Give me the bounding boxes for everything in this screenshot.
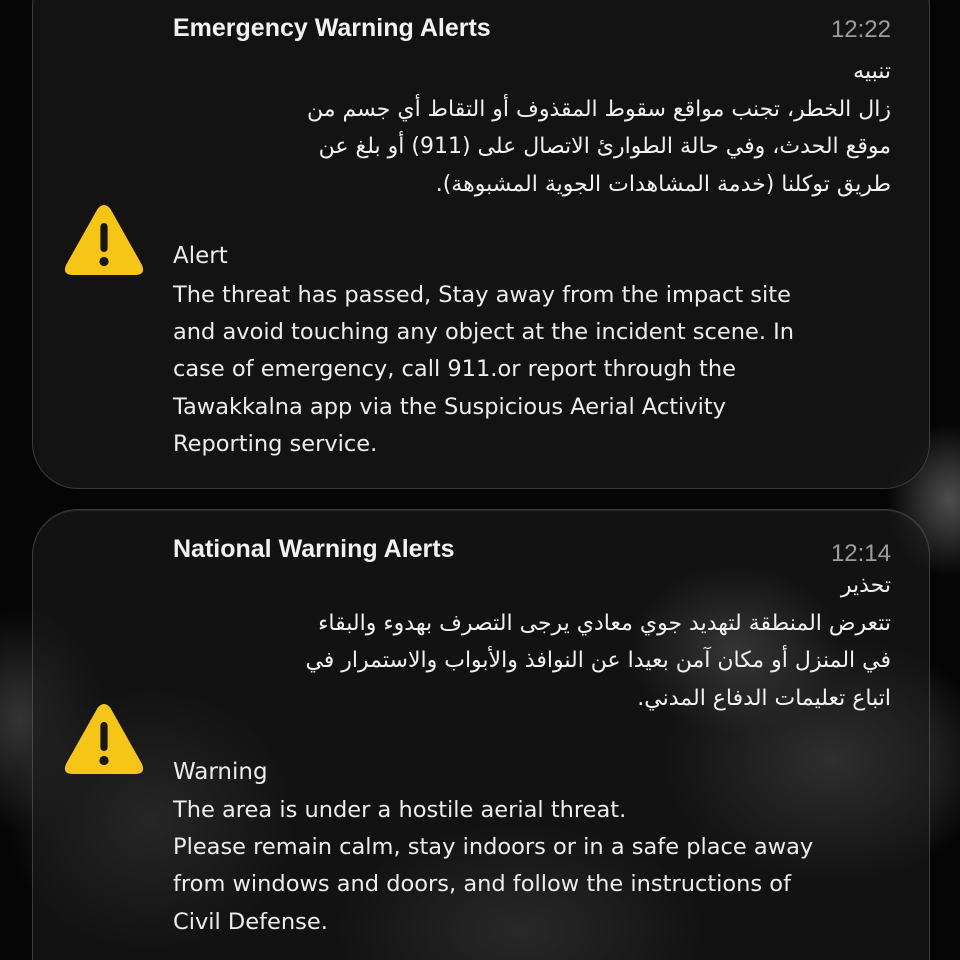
arabic-message — [173, 567, 891, 717]
notification-time: 12:14 — [830, 540, 891, 567]
arabic-line: زال الخطر، تجنب مواقع سقوط المقذوف أو التقاط أي جسم من — [306, 96, 891, 122]
english-message — [173, 277, 794, 463]
english-line: Tawakkalna app via the Suspicious Aerial Activity — [173, 393, 726, 420]
arabic-heading: تنبيه — [853, 59, 891, 84]
warning-triangle-icon — [63, 204, 145, 278]
arabic-heading: تحذير — [840, 573, 891, 598]
english-message — [173, 792, 813, 941]
english-line: and avoid touching any object at the incident scene. In — [173, 319, 795, 346]
emergency-alert-notification[interactable] — [32, 0, 930, 489]
arabic-line: اتباع تعليمات الدفاع المدني. — [637, 685, 891, 711]
english-line: Please remain calm, stay indoors or in a safe place away — [173, 834, 814, 861]
arabic-message — [173, 53, 891, 203]
arabic-line: في المنزل أو مكان آمن بعيدا عن النوافذ والأبواب والاستمرار في — [305, 648, 891, 673]
arabic-line: طريق توكلنا (خدمة المشاهدات الجوية المشبوهة). — [435, 171, 891, 197]
english-line: The threat has passed, Stay away from the impact site — [173, 282, 791, 308]
national-warning-notification[interactable] — [32, 509, 930, 960]
english-line: Civil Defense. — [173, 908, 328, 935]
english-line: case of emergency, call 911.or report through the — [173, 356, 736, 383]
english-line: from windows and doors, and follow the instructions of — [173, 871, 791, 898]
warning-triangle-icon — [63, 703, 145, 777]
english-line: The area is under a hostile aerial threat. — [173, 797, 627, 823]
arabic-line: تتعرض المنطقة لتهديد جوي معادي يرجى التصرف بهدوء والبقاء — [318, 610, 891, 636]
english-heading: Warning — [173, 759, 268, 785]
notification-title: Emergency Warning Alerts — [173, 14, 491, 42]
arabic-line: موقع الحدث، وفي حالة الطوارئ الاتصال على (911) أو بلغ عن — [318, 134, 891, 159]
notification-title: National Warning Alerts — [173, 535, 455, 563]
english-line: Reporting service. — [173, 430, 378, 457]
english-heading: Alert — [173, 243, 228, 269]
notification-time: 12:22 — [830, 16, 891, 43]
